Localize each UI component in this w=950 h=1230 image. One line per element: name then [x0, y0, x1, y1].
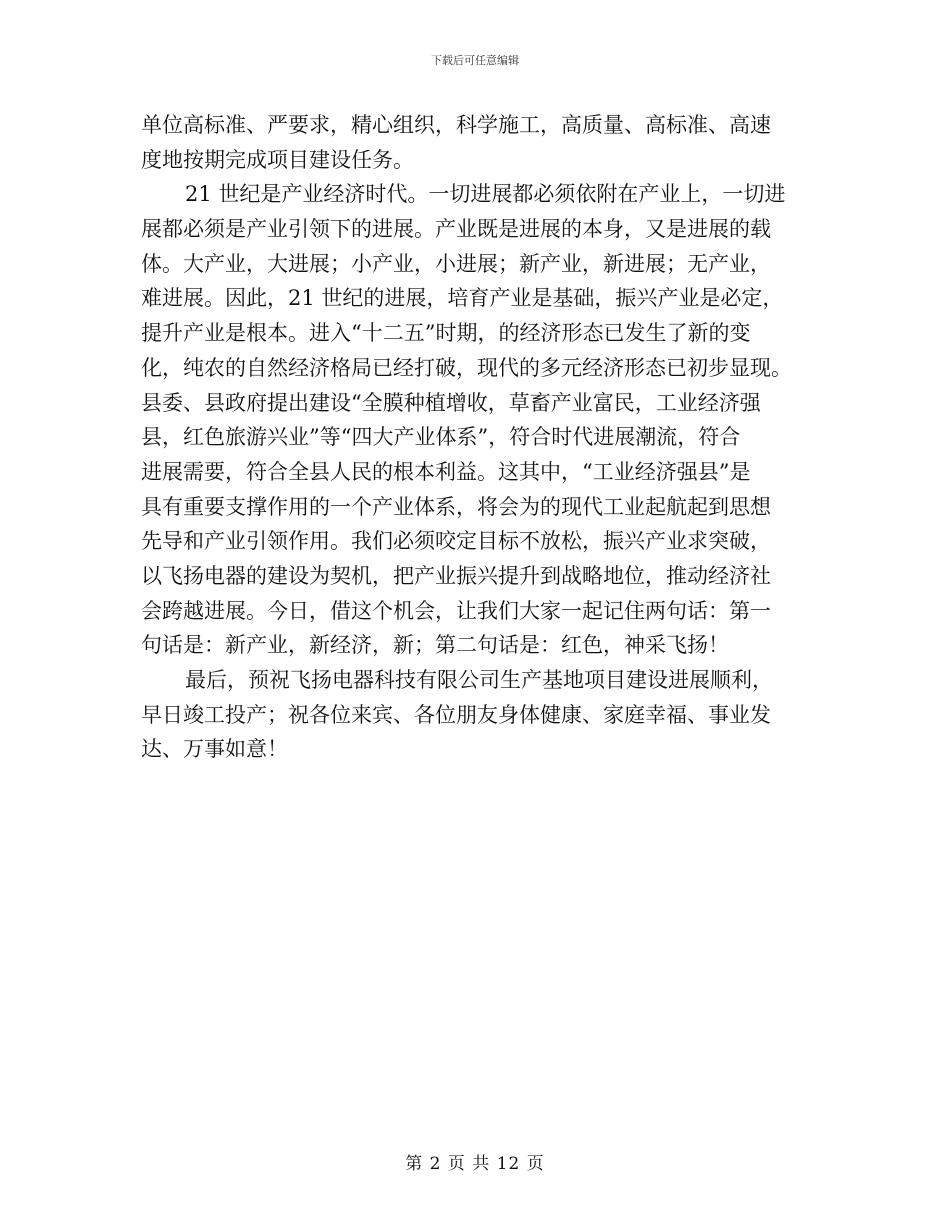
body-line: 单位高标准、严要求，精心组织，科学施工，高质量、高标准、高速: [141, 113, 771, 137]
page-header-note: 下载后可任意编辑: [431, 54, 519, 67]
body-line: 提升产业是根本。进入“十二五”时期，的经济形态已发生了新的变: [141, 321, 751, 346]
body-line: 化，纯农的自然经济格局已经打破，现代的多元经济形态已初步显现。: [141, 355, 792, 380]
body-line: 句话是：新产业，新经济，新；第二句话是：红色，神采飞扬！: [141, 633, 729, 658]
body-line: 展都必须是产业引领下的进展。产业既是进展的本身，又是进展的载: [141, 217, 771, 242]
body-line: 县委、县政府提出建设“全膜种植增收，草畜产业富民，工业经济强: [141, 390, 761, 415]
body-line: 以飞扬电器的建设为契机，把产业振兴提升到战略地位，推动经济社: [141, 563, 771, 588]
body-line: 县，红色旅游兴业”等“四大产业体系”，符合时代进展潮流，符合: [141, 425, 741, 450]
paragraph-start-line: 21 世纪是产业经济时代。一切进展都必须依附在产业上，一切进: [185, 182, 786, 207]
body-line: 早日竣工投产；祝各位来宾、各位朋友身体健康、家庭幸福、事业发: [141, 702, 771, 727]
body-line: 先导和产业引领作用。我们必须咬定目标不放松，振兴产业求突破，: [141, 529, 771, 554]
body-line: 难进展。因此，21 世纪的进展，培育产业是基础，振兴产业是必定，: [141, 286, 784, 311]
body-line: 会跨越进展。今日，借这个机会，让我们大家一起记住两句话：第一: [141, 598, 771, 623]
body-line: 进展需要，符合全县人民的根本利益。这其中，“工业经济强县”是: [141, 459, 751, 484]
body-line: 体。大产业，大进展；小产业，小进展；新产业，新进展；无产业，: [141, 251, 771, 276]
document-body: [141, 108, 806, 767]
page-number: 第 2 页 共 12 页: [405, 1154, 545, 1174]
paragraph-start-line: 最后，预祝飞扬电器科技有限公司生产基地项目建设进展顺利，: [185, 668, 773, 692]
body-line: 度地按期完成项目建设任务。: [141, 147, 414, 172]
body-line: 达、万事如意！: [141, 737, 288, 762]
body-line: 具有重要支撑作用的一个产业体系，将会为的现代工业起航起到思想: [141, 494, 771, 519]
